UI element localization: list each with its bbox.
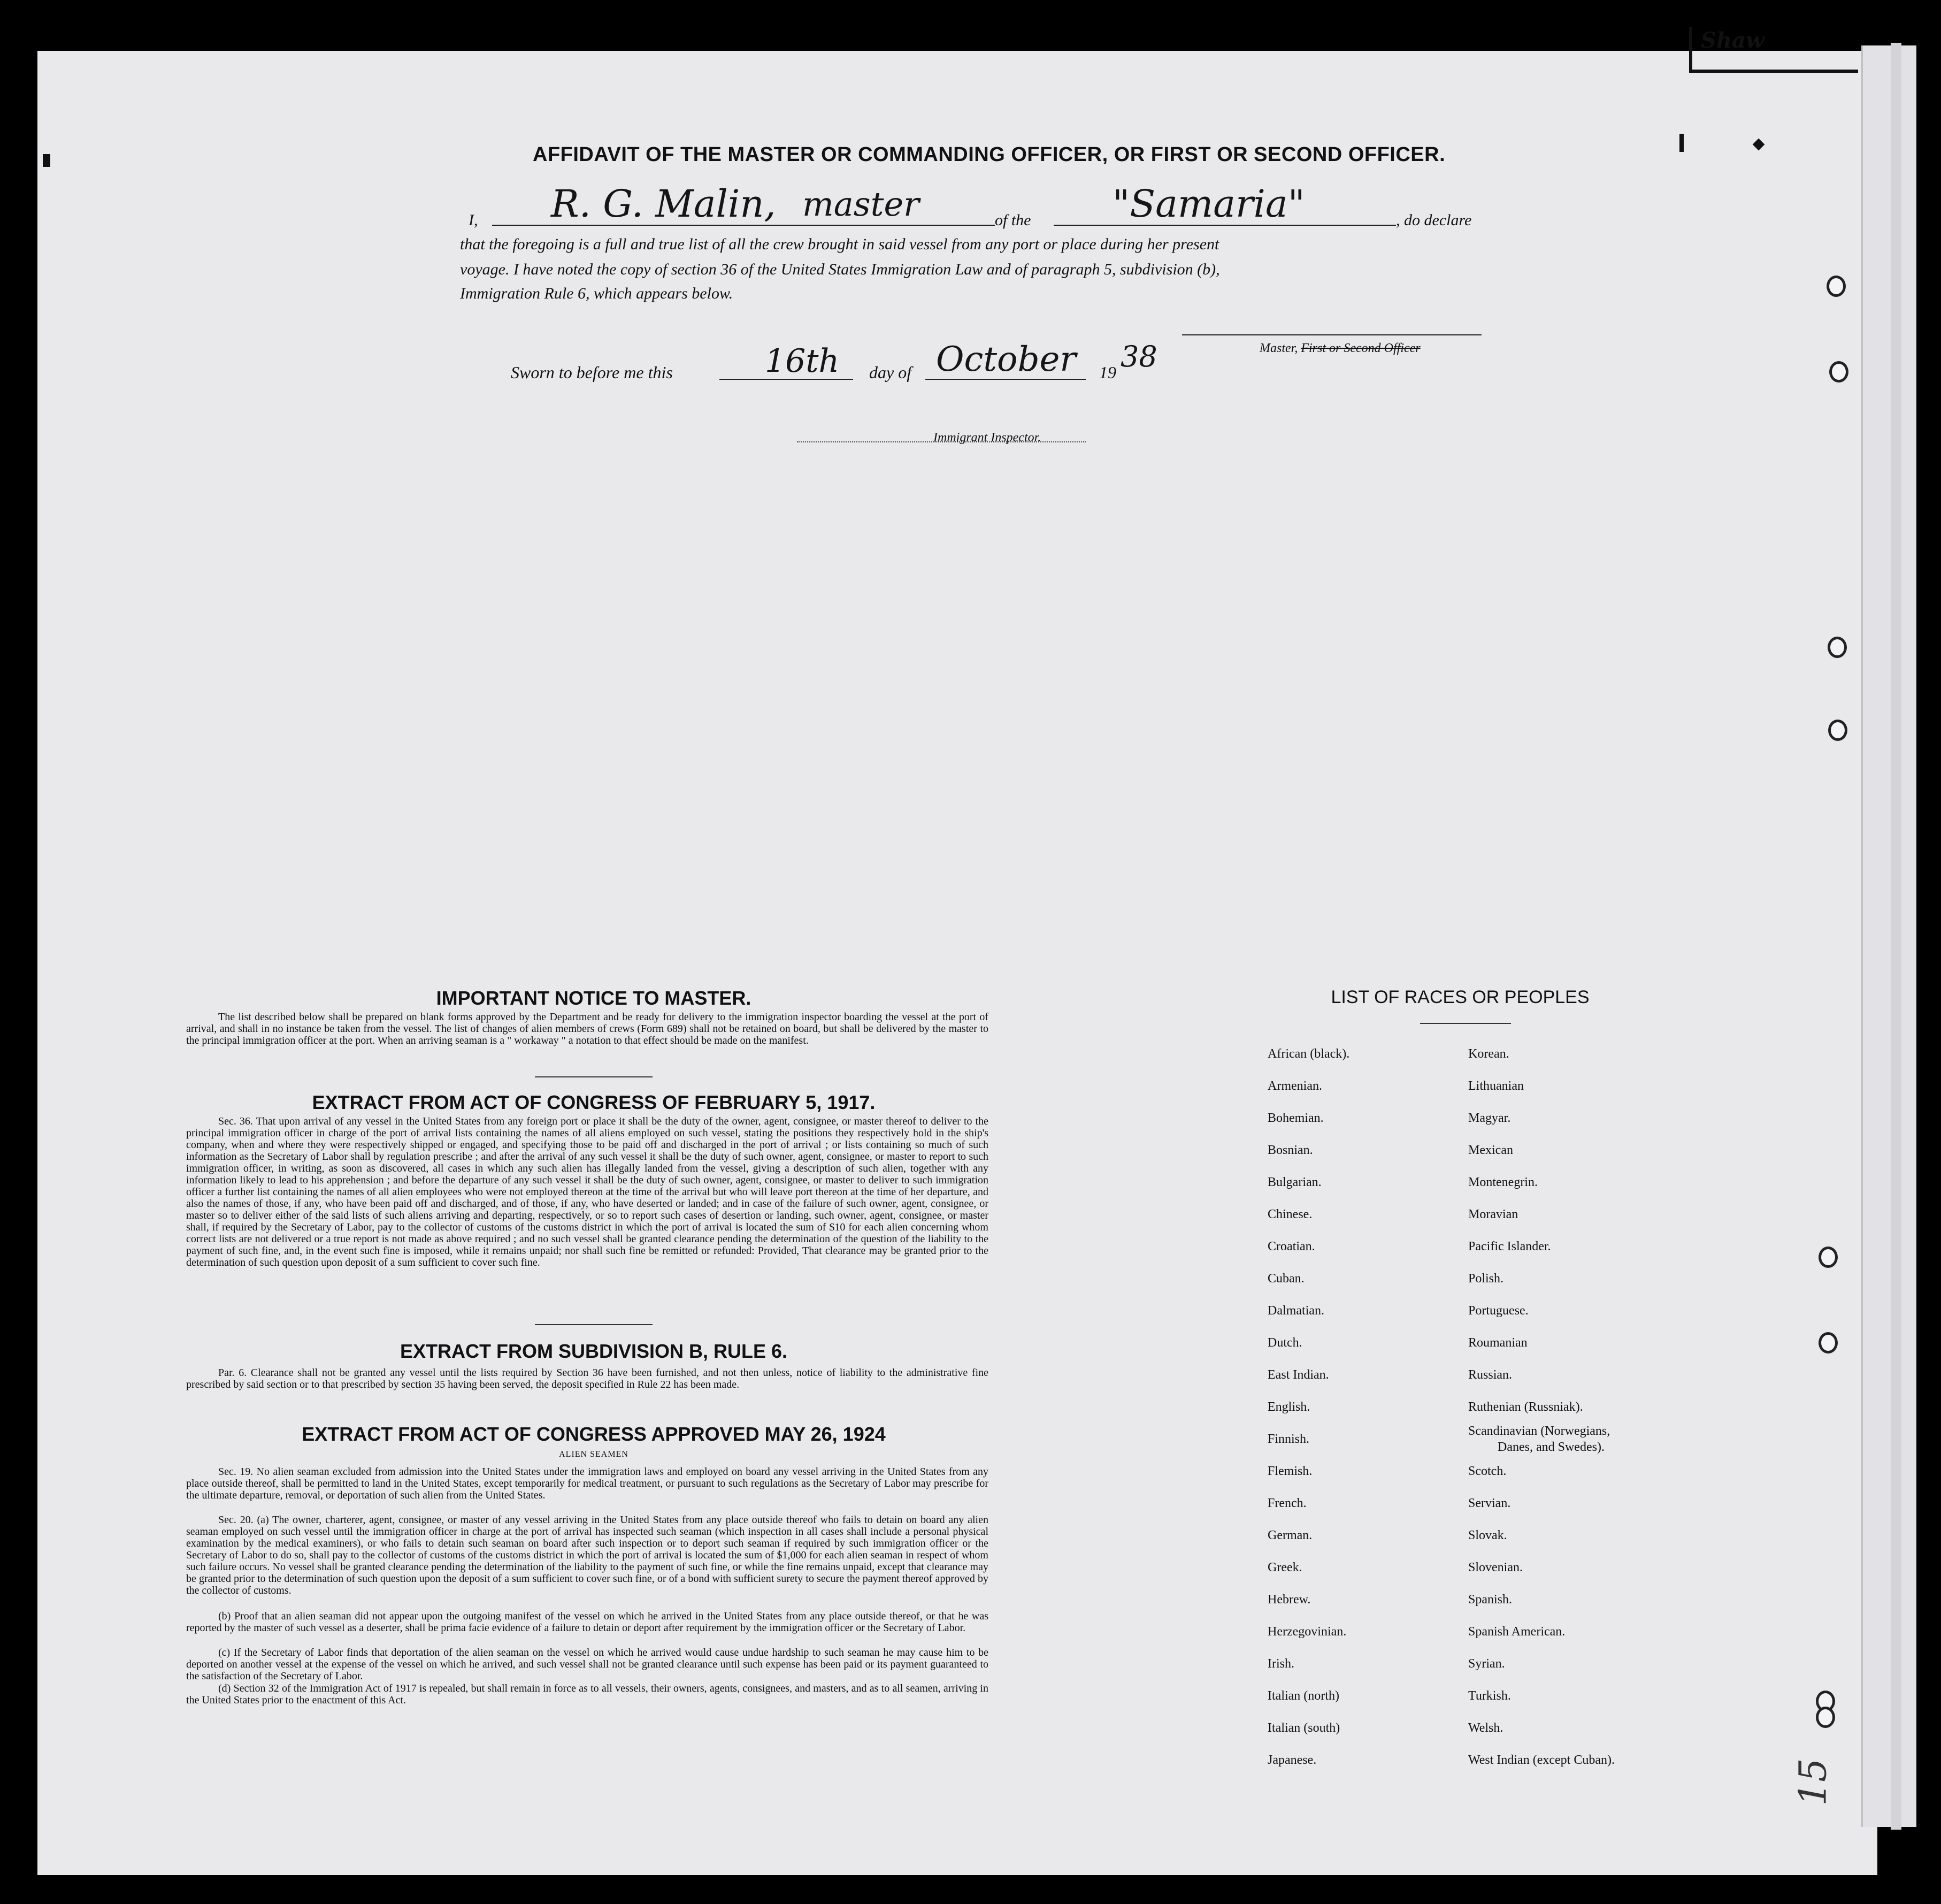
race-item: Cuban. bbox=[1268, 1272, 1305, 1286]
binder-hole bbox=[1819, 1247, 1838, 1268]
races-left-column bbox=[1268, 1038, 1349, 1776]
do-declare-label: , do declare bbox=[1396, 211, 1472, 229]
month-handwritten: October bbox=[936, 340, 1076, 379]
affidavit-title: AFFIDAVIT OF THE MASTER OR COMMANDING OFFICER, OR FIRST OR SECOND OFFICER. bbox=[533, 143, 1446, 166]
extract-1924-subtitle: ALIEN SEAMEN bbox=[559, 1450, 628, 1459]
extract-1924-p5: (d) Section 32 of the Immigration Act of 1917 is repealed, but shall remain in force as to all vessels, their owners, agents, consignees, and masters, and as to all seamen, arriving in the United States prior to the enactment of this Act. bbox=[186, 1683, 988, 1706]
race-item: Italian (south) bbox=[1268, 1721, 1340, 1735]
margin-tick bbox=[1679, 134, 1684, 152]
ship-name-handwritten: "Samaria" bbox=[1113, 182, 1305, 226]
signature-role-master: Master, bbox=[1260, 341, 1298, 355]
race-item: Flemish. bbox=[1268, 1464, 1313, 1478]
race-item: Spanish. bbox=[1468, 1593, 1513, 1607]
race-item: Lithuanian bbox=[1468, 1079, 1524, 1093]
race-item: Portuguese. bbox=[1468, 1304, 1529, 1318]
race-item: Italian (north) bbox=[1268, 1689, 1339, 1703]
day-handwritten: 16th bbox=[765, 342, 840, 380]
race-item: Herzegovinian. bbox=[1268, 1625, 1347, 1639]
race-item: Slovenian. bbox=[1468, 1561, 1523, 1574]
signature-role-struck: First or Second Officer bbox=[1301, 341, 1421, 355]
race-item: African (black). bbox=[1268, 1047, 1350, 1061]
races-title-rule bbox=[1420, 1023, 1511, 1024]
race-item: Bohemian. bbox=[1268, 1111, 1324, 1125]
binder-hole bbox=[1828, 637, 1847, 658]
race-item: Spanish American. bbox=[1468, 1625, 1566, 1639]
race-item: Japanese. bbox=[1268, 1753, 1317, 1767]
extract-1917-text: Sec. 36. That upon arrival of any vessel in the United States from any foreign port or place it shall be the duty of the owner, agent, consignee, or master thereof to deliver to the principal immigration officer in charge of the port of arrival lists containing the names of all aliens employed on such vessel, stating the positions they respectively hold in the ship's company, when and where they were respectively shipped or engaged, and specifying those to be paid off and discharged in the port of arrival ; or lists containing so much of such information as the Secretary of Labor shall by regulation prescribe ; and after the arrival of any such vessel it shall be the duty of such owner, agent, consignee, or master to report to such immigration officer, in writing, as soon as discovered, all cases in which any such alien has illegally landed from the vessel, giving a description of such alien, together with any information likely to lead to his apprehension ; and before the departure of any such vessel it shall be the duty of such owner, agent, consignee, or master to deliver to such immigration officer a further list containing the names of all alien employees who were not employed thereon at the time of the arrival but who will leave port thereon at the time of her departure, and also the names of those, if any, who have been paid off and discharged, and of those, if any, who have deserted or landed; and in case of the failure of such owner, agent, consignee, or master so to deliver either of the said lists of such aliens arriving and departing, respectively, or so to report such cases of desertion or landing, such owner, agent, consignee, or master shall, if required by the Secretary of Labor, pay to the collector of customs of the customs district in which the port of arrival is located the sum of $10 for each alien concerning whom correct lists are not delivered or a true report is not made as above required ; and no such vessel shall be granted clearance pending the determination of the question of the liability to the payment of such fine, and, in the event such fine is imposed, while it remains unpaid; nor shall such fine be remitted or refunded: Provided, That clearance may be granted prior to the determination of such question upon deposit of a sum sufficient to cover such fine. bbox=[186, 1115, 988, 1268]
master-name-handwritten: R. G. Malin, bbox=[551, 182, 776, 226]
race-item: Pacific Islander. bbox=[1468, 1240, 1551, 1253]
race-item: Bosnian. bbox=[1268, 1143, 1313, 1157]
race-item: Dalmatian. bbox=[1268, 1304, 1324, 1318]
race-item: Montenegrin. bbox=[1468, 1175, 1538, 1189]
binder-hole bbox=[1829, 361, 1848, 383]
extract-1924-p1: Sec. 19. No alien seaman excluded from admission into the United States under the immigration laws and employed on board any vessel arriving in the United States from any place outside thereof, shall be permitted to land in the United States, except temporarily for medical treatment, or pursuant to such regulations as the Secretary of Labor may prescribe for the ultimate departure, removal, or deportation of such alien from the United States. bbox=[186, 1466, 988, 1501]
margin-tick bbox=[43, 154, 50, 167]
year-prefix: 19 bbox=[1099, 363, 1116, 382]
race-item: Croatian. bbox=[1268, 1240, 1315, 1253]
margin-handwritten-mark: 15 bbox=[1791, 1758, 1835, 1806]
master-signature-line bbox=[1182, 334, 1482, 335]
race-item: Roumanian bbox=[1468, 1336, 1528, 1350]
binder-hole bbox=[1827, 276, 1846, 297]
affidavit-body-line2: voyage. I have noted the copy of section 36 of the United States Immigration Law and of paragraph 5, subdivision (b), bbox=[460, 261, 1220, 278]
race-item: East Indian. bbox=[1268, 1368, 1329, 1382]
race-item: Korean. bbox=[1468, 1047, 1509, 1061]
extract-rule6-title: EXTRACT FROM SUBDIVISION B, RULE 6. bbox=[400, 1340, 788, 1362]
extract-1917-title: EXTRACT FROM ACT OF CONGRESS OF FEBRUARY 5, 1917. bbox=[312, 1091, 876, 1113]
extract-rule6-text: Par. 6. Clearance shall not be granted any vessel until the lists required by Section 36 have been furnished, and not then unless, notice of liability to the administrative fine prescribed by said section or to that prescribed by section 35 having been served, the deposit specified in Rule 22 has been made. bbox=[186, 1367, 988, 1390]
race-item: West Indian (except Cuban). bbox=[1468, 1753, 1615, 1767]
affidavit-body-line1: that the foregoing is a full and true list of all the crew brought in said vessel from any port or place during her present bbox=[460, 235, 1219, 253]
race-item bbox=[1468, 1423, 1615, 1455]
race-item: Chinese. bbox=[1268, 1207, 1313, 1221]
race-item: Ruthenian (Russniak). bbox=[1468, 1400, 1583, 1414]
inspector-label: Immigrant Inspector. bbox=[933, 431, 1041, 445]
binder-hole bbox=[1816, 1707, 1835, 1728]
notice-title: IMPORTANT NOTICE TO MASTER. bbox=[436, 987, 751, 1009]
extract-1924-p3: (b) Proof that an alien seaman did not appear upon the outgoing manifest of the vessel on which he arrived in the United States from any place outside thereof, or that he was reported by the master of such vessel as a deserter, shall be prima facie evidence of a failure to detain or deport after requirement by the immigration officer or the Secretary of Labor. bbox=[186, 1610, 988, 1634]
rank-handwritten: master bbox=[802, 185, 919, 224]
race-item: Magyar. bbox=[1468, 1111, 1511, 1125]
race-item: Servian. bbox=[1468, 1496, 1511, 1510]
corner-bracket bbox=[1689, 27, 1858, 73]
race-item: Moravian bbox=[1468, 1207, 1518, 1221]
signature-role-label bbox=[1260, 341, 1421, 356]
race-item: Polish. bbox=[1468, 1272, 1504, 1286]
race-item: German. bbox=[1268, 1528, 1313, 1542]
race-item: Hebrew. bbox=[1268, 1593, 1311, 1607]
separator-rule bbox=[535, 1076, 653, 1077]
race-item: Syrian. bbox=[1468, 1657, 1505, 1671]
race-item: French. bbox=[1268, 1496, 1307, 1510]
binder-hole bbox=[1828, 720, 1847, 741]
races-right-column bbox=[1468, 1038, 1615, 1776]
day-of-label: day of bbox=[869, 363, 912, 382]
sworn-label: Sworn to before me this bbox=[511, 363, 673, 382]
page-edge bbox=[1861, 45, 1916, 1827]
race-item: Turkish. bbox=[1468, 1689, 1511, 1703]
corner-mark: Shaw bbox=[1701, 28, 1764, 53]
race-item: Dutch. bbox=[1268, 1336, 1302, 1350]
page-edge-shadow bbox=[1891, 43, 1901, 1830]
race-item: Finnish. bbox=[1268, 1432, 1310, 1446]
race-item: Mexican bbox=[1468, 1143, 1513, 1157]
year-handwritten: 38 bbox=[1121, 340, 1157, 373]
race-item: Welsh. bbox=[1468, 1721, 1503, 1735]
extract-1924-title: EXTRACT FROM ACT OF CONGRESS APPROVED MAY 26, 1924 bbox=[302, 1423, 886, 1445]
race-item: Russian. bbox=[1468, 1368, 1513, 1382]
races-title: LIST OF RACES OR PEOPLES bbox=[1331, 987, 1590, 1007]
extract-1924-p2: Sec. 20. (a) The owner, charterer, agent, consignee, or master of any vessel arriving in the United States from any place outside thereof who fails to detain on board any alien seaman employed on such vessel until the immigration officer in charge at the port of arrival has inspected such seaman (which inspection in all cases shall include a personal physical examination by the medical examiners), or who fails to detain such seaman on board after such inspection or to deport such seaman if required by such immigration officer or the Secretary of Labor to do so, shall pay to the collector of customs of the customs district in which the port of arrival is located the sum of $1,000 for each alien seaman in respect of whom such failure occurs. No vessel shall be granted clearance pending the determination of the liability to the payment of such fine, or while the fine remains unpaid, except that clearance may be granted prior to the determination of such question upon the deposit of a sum sufficient to cover such fine, or of a bond with sufficient surety to secure the payment thereof approved by the collector of customs. bbox=[186, 1514, 988, 1596]
binder-hole bbox=[1819, 1332, 1838, 1354]
extract-1924-p4: (c) If the Secretary of Labor finds that deportation of the alien seaman on the vessel on which he arrived would cause undue hardship to such seaman he may cause him to be deported on another vessel at the expense of the vessel on which he arrived, and such vessel shall not be granted clearance until such expense has been paid or its payment guaranteed to the satisfaction of the Secretary of Labor. bbox=[186, 1647, 988, 1682]
i-label: I, bbox=[469, 211, 478, 229]
race-item: Greek. bbox=[1268, 1561, 1302, 1574]
separator-rule bbox=[535, 1324, 653, 1325]
race-item: Irish. bbox=[1268, 1657, 1294, 1671]
race-item: Armenian. bbox=[1268, 1079, 1322, 1093]
race-item: Slovak. bbox=[1468, 1528, 1507, 1542]
race-item: Bulgarian. bbox=[1268, 1175, 1322, 1189]
race-item: Scotch. bbox=[1468, 1464, 1507, 1478]
of-the-label: of the bbox=[995, 211, 1031, 229]
notice-text: The list described below shall be prepared on blank forms approved by the Department and be ready for delivery to the immigration inspector boarding the vessel at the port of arrival, and shall in no instance be taken from the vessel. The list of changes of alien members of crews (Form 689) shall not be retained on board, but shall be delivered by the master to the principal immigration officer at the port. When an arriving seaman is a " workaway " a notation to that effect should be made on the manifest. bbox=[186, 1011, 988, 1046]
race-item-line1: Scandinavian (Norwegians, bbox=[1468, 1424, 1610, 1438]
race-item-line2: Danes, and Swedes). bbox=[1498, 1440, 1605, 1454]
affidavit-body-line3: Immigration Rule 6, which appears below. bbox=[460, 285, 733, 302]
race-item: English. bbox=[1268, 1400, 1310, 1414]
